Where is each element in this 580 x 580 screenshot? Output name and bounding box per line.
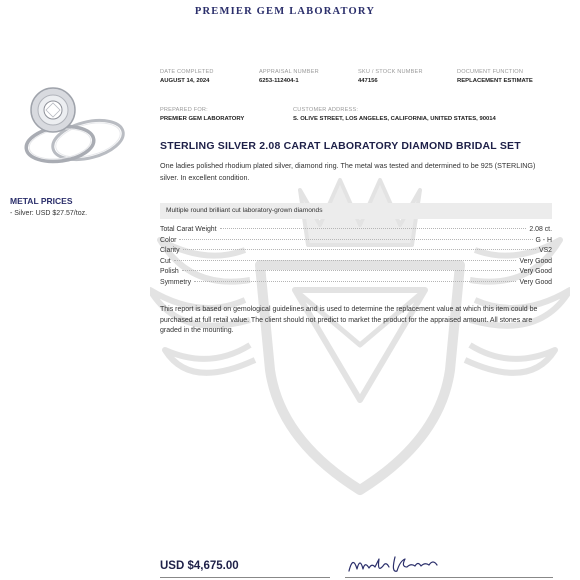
spec-label: Color bbox=[160, 236, 177, 244]
document-function-label: DOCUMENT FUNCTION bbox=[457, 69, 524, 75]
spec-row bbox=[160, 247, 552, 258]
spec-value: Very Good bbox=[519, 268, 552, 276]
spec-value: G - H bbox=[535, 236, 552, 244]
spec-value: 2.08 ct. bbox=[529, 226, 552, 233]
spec-label: Clarity bbox=[160, 247, 180, 255]
item-description: One ladies polished rhodium plated silver, diamond ring. The metal was tested and determined to be 925 (STERLING) silver. In excellent condition. bbox=[160, 161, 536, 182]
appraised-price: USD $4,675.00 bbox=[160, 560, 239, 572]
lab-name: PREMIER GEM LABORATORY bbox=[194, 6, 376, 17]
spec-label: Total Carat Weight bbox=[160, 226, 217, 233]
signature-line bbox=[345, 577, 553, 578]
appraisal-number-value: 6253-112404-1 bbox=[259, 78, 299, 84]
spec-row bbox=[160, 258, 552, 269]
spec-value: Very Good bbox=[519, 257, 552, 265]
spec-row bbox=[160, 279, 552, 290]
appraisal-number-field bbox=[259, 69, 319, 84]
stones-heading: Multiple round brilliant cut laboratory-grown diamonds bbox=[166, 207, 323, 214]
spec-label: Cut bbox=[160, 257, 171, 265]
silver-price: - Silver: USD $27.57/toz. bbox=[10, 210, 88, 217]
spec-row bbox=[160, 226, 552, 237]
ring-photo bbox=[8, 62, 130, 184]
document-function-field bbox=[457, 69, 533, 84]
prepared-for-field bbox=[160, 107, 244, 122]
spec-label: Symmetry bbox=[160, 278, 192, 286]
customer-address-label: CUSTOMER ADDRESS: bbox=[293, 107, 359, 113]
date-completed-value: AUGUST 14, 2024 bbox=[160, 78, 210, 84]
sku-value: 447156 bbox=[358, 78, 378, 84]
specs-list bbox=[160, 226, 552, 290]
spec-value: Very Good bbox=[519, 278, 552, 286]
sku-field bbox=[358, 69, 423, 84]
date-completed-field bbox=[160, 69, 214, 84]
price-underline bbox=[160, 577, 330, 578]
spec-row bbox=[160, 268, 552, 279]
metal-prices-title: METAL PRICES bbox=[10, 196, 73, 206]
date-completed-label: DATE COMPLETED bbox=[160, 69, 214, 75]
stones-heading-band bbox=[160, 203, 552, 219]
appraisal-number-label: APPRAISAL NUMBER bbox=[259, 69, 319, 75]
customer-address-value: S. OLIVE STREET, LOS ANGELES, CALIFORNIA, UNITED STATES, 90014 bbox=[293, 116, 496, 122]
spec-label: Polish bbox=[160, 268, 179, 276]
disclaimer-text: This report is based on gemological guidelines and is used to determine the replacement value at which this item could be purchased at full retail value. The client should not predict to market the product for the appraised amount. All stones are graded in the mounting. bbox=[160, 306, 538, 335]
lab-logo bbox=[160, 0, 410, 26]
item-title: STERLING SILVER 2.08 CARAT LABORATORY DIAMOND BRIDAL SET bbox=[160, 140, 521, 152]
spec-value: VS2 bbox=[538, 247, 552, 255]
prepared-for-value: PREMIER GEM LABORATORY bbox=[160, 116, 245, 122]
document-function-value: REPLACEMENT ESTIMATE bbox=[457, 78, 533, 84]
sku-label: SKU / STOCK NUMBER bbox=[358, 69, 423, 75]
prepared-for-label: PREPARED FOR: bbox=[160, 107, 208, 113]
customer-address-field bbox=[293, 107, 496, 122]
spec-row bbox=[160, 237, 552, 248]
signature bbox=[345, 551, 445, 577]
